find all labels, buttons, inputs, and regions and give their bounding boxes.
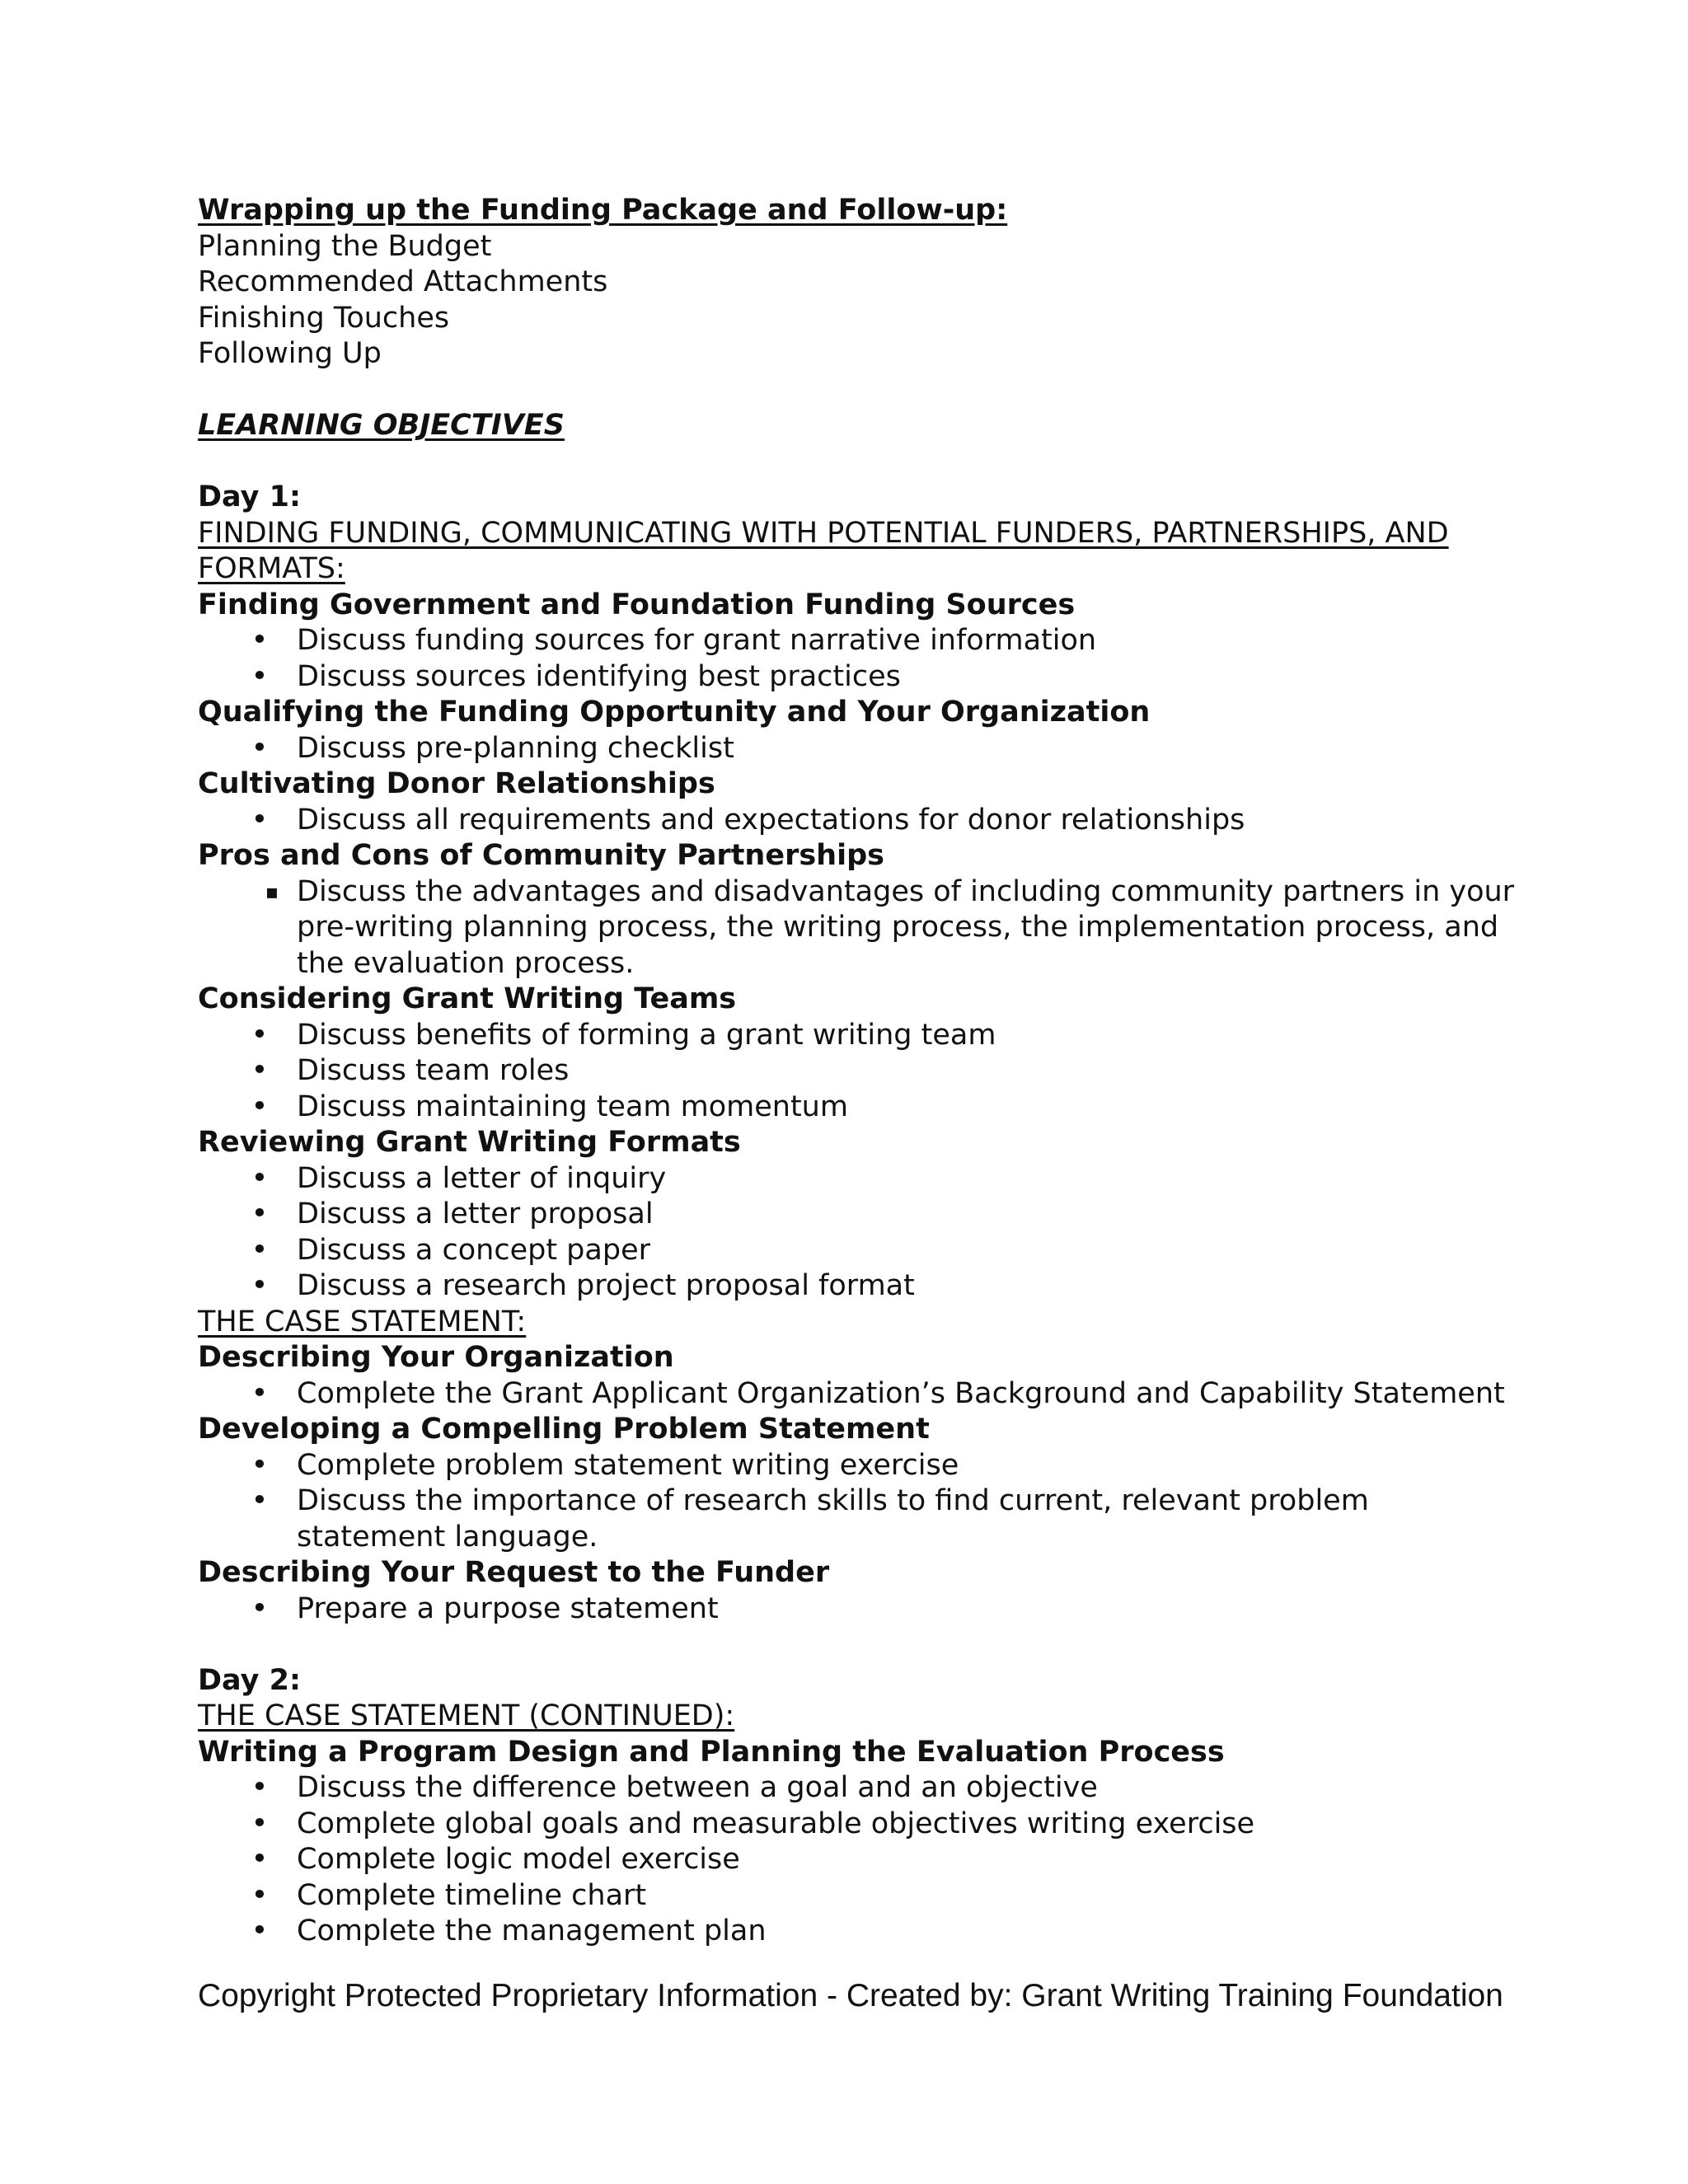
spacer <box>198 444 1517 480</box>
bullet-list <box>198 803 1517 839</box>
day2-label: Day 2: <box>198 1663 301 1697</box>
topic-title: Reviewing Grant Writing Formats <box>198 1126 741 1159</box>
topic-title: Considering Grant Writing Teams <box>198 982 737 1015</box>
list-item <box>198 1197 1517 1233</box>
bullet-icon: • <box>251 1197 269 1230</box>
list-item-text: Discuss benefits of forming a grant writing team <box>297 1018 996 1052</box>
list-item <box>198 1090 1517 1126</box>
bullet-list <box>198 623 1517 695</box>
wrap-item: Planning the Budget <box>198 229 492 263</box>
bullet-icon: • <box>251 1878 269 1912</box>
bullet-icon: • <box>251 659 269 693</box>
list-item <box>198 1448 1517 1484</box>
list-item <box>198 1376 1517 1413</box>
bullet-list <box>198 1770 1517 1950</box>
list-item-text: Discuss funding sources for grant narrative information <box>297 624 1097 657</box>
list-item-text: Discuss pre-planning checklist <box>297 731 734 765</box>
bullet-list <box>198 731 1517 767</box>
wrap-heading: Wrapping up the Funding Package and Follow-up: <box>198 194 1008 227</box>
wrap-item: Following Up <box>198 337 382 370</box>
list-item <box>198 1233 1517 1269</box>
list-item-text: Discuss sources identifying best practices <box>297 659 901 693</box>
bullet-icon: • <box>251 1484 269 1517</box>
list-item <box>198 1018 1517 1054</box>
bullet-icon: • <box>251 1771 269 1804</box>
bullet-icon: • <box>251 731 269 765</box>
bullet-icon: • <box>251 1018 269 1052</box>
bullet-icon: • <box>251 803 269 837</box>
list-item <box>198 874 1517 982</box>
list-item <box>198 1161 1517 1197</box>
list-item <box>198 1053 1517 1090</box>
spacer <box>198 373 1517 409</box>
list-item <box>198 1770 1517 1807</box>
list-item-text: Discuss a letter proposal <box>297 1197 654 1230</box>
topic-title: Describing Your Request to the Funder <box>198 1556 830 1589</box>
bullet-icon: • <box>251 1807 269 1840</box>
list-item-text: Complete the management plan <box>297 1915 767 1947</box>
list-item <box>198 1914 1517 1950</box>
bullet-list <box>198 1161 1517 1305</box>
bullet-icon: • <box>251 1233 269 1267</box>
spacer <box>198 1627 1517 1663</box>
list-item-text: Discuss the advantages and disadvantages of including community partners in your pre-writing planning process, the writing process, the implementation process, and the evaluation process. <box>297 874 1515 980</box>
list-item-text: Complete logic model exercise <box>297 1843 740 1876</box>
list-item-text: Complete global goals and measurable objectives writing exercise <box>297 1807 1255 1840</box>
list-item-text: Discuss a research project proposal format <box>297 1269 915 1302</box>
list-item-text: Complete timeline chart <box>297 1878 647 1912</box>
list-item <box>198 1483 1517 1555</box>
bullet-icon: • <box>251 1090 269 1123</box>
list-item-text: Complete the Grant Applicant Organization’s Background and Capability Statement <box>297 1376 1505 1410</box>
bullet-icon: • <box>251 1591 269 1625</box>
day1-section-title: FINDING FUNDING, COMMUNICATING WITH POTENTIAL FUNDERS, PARTNERSHIPS, AND <box>198 516 1449 550</box>
topic-title: Finding Government and Foundation Funding Sources <box>198 588 1076 621</box>
bullet-list <box>198 1018 1517 1126</box>
topic-title: Developing a Compelling Problem Statement <box>198 1413 930 1446</box>
bullet-icon: • <box>251 1376 269 1410</box>
topic-title: Writing a Program Design and Planning the Evaluation Process <box>198 1735 1225 1769</box>
bullet-icon: • <box>251 624 269 657</box>
wrap-item: Recommended Attachments <box>198 265 608 298</box>
bullet-icon: • <box>251 1269 269 1302</box>
list-item-text: Discuss a letter of inquiry <box>297 1161 667 1195</box>
document-content <box>198 193 1517 1950</box>
list-item-text: Discuss the importance of research skills to find current, relevant problem statement language. <box>297 1484 1369 1554</box>
list-item <box>198 1268 1517 1305</box>
list-item <box>198 803 1517 839</box>
bullet-list <box>198 1448 1517 1556</box>
learning-objectives-title: LEARNING OBJECTIVES <box>198 409 565 442</box>
list-item <box>198 1878 1517 1915</box>
list-item-text: Discuss maintaining team momentum <box>297 1090 848 1123</box>
bullet-icon: • <box>251 1915 269 1947</box>
day1-section-title-cont: FORMATS: <box>198 552 345 585</box>
list-item-text: Complete problem statement writing exercise <box>297 1448 959 1482</box>
list-item-text: Discuss the difference between a goal and an objective <box>297 1771 1098 1804</box>
bullet-list <box>198 1376 1517 1413</box>
bullet-icon: • <box>251 1161 269 1195</box>
bullet-icon: • <box>251 1054 269 1087</box>
wrap-item: Finishing Touches <box>198 301 450 335</box>
footer-copyright: Copyright Protected Proprietary Information - Created by: Grant Writing Training Foundation <box>198 1978 1503 2013</box>
day2-section-title: THE CASE STATEMENT (CONTINUED): <box>198 1699 735 1732</box>
list-item-text: Discuss a concept paper <box>297 1233 650 1267</box>
list-item <box>198 731 1517 767</box>
list-item <box>198 1591 1517 1628</box>
case-statement-title: THE CASE STATEMENT: <box>198 1305 527 1338</box>
topic-title: Cultivating Donor Relationships <box>198 767 715 800</box>
list-item-text: Prepare a purpose statement <box>297 1591 719 1625</box>
topic-title: Describing Your Organization <box>198 1341 674 1374</box>
list-item-text: Discuss team roles <box>297 1054 570 1087</box>
list-item <box>198 1807 1517 1843</box>
list-item <box>198 659 1517 696</box>
list-item-text: Discuss all requirements and expectations for donor relationships <box>297 803 1245 837</box>
topic-title: Qualifying the Funding Opportunity and Your Organization <box>198 696 1151 729</box>
bullet-list <box>198 1591 1517 1628</box>
square-bullet-icon: ▪ <box>265 879 279 903</box>
list-item <box>198 623 1517 659</box>
bullet-icon: • <box>251 1843 269 1876</box>
bullet-icon: • <box>251 1448 269 1482</box>
list-item <box>198 1842 1517 1878</box>
bullet-list <box>198 874 1517 982</box>
day1-label: Day 1: <box>198 480 301 513</box>
topic-title: Pros and Cons of Community Partnerships <box>198 839 884 872</box>
